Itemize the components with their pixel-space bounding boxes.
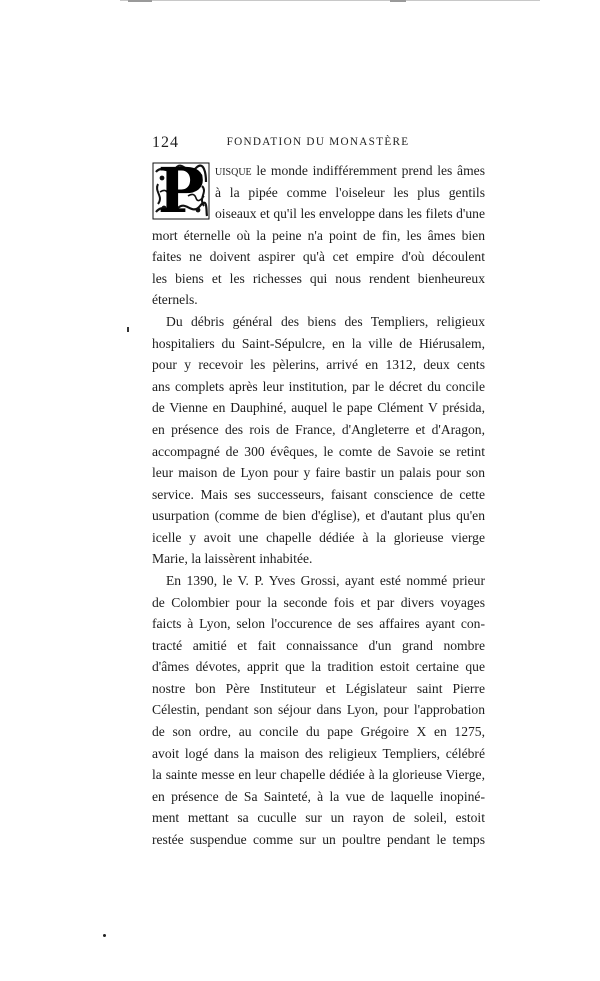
text-line: de Vienne en Dauphiné, auquel le pape Clément V présida, — [152, 400, 485, 416]
text-line: pour y recevoir les pèlerins, arrivé en 1312, deux cents — [152, 357, 485, 373]
dropcap-continuation: uisque — [215, 163, 252, 178]
text-line: restée suspendue comme sur un poultre pendant le temps — [152, 831, 485, 847]
text-line: à la pipée comme l'oiseleur les plus gentils — [215, 184, 485, 200]
scan-edge-mark — [120, 0, 540, 1]
text-line: hospitaliers du Saint-Sépulcre, en la ville de Hiérusalem, — [152, 335, 485, 351]
text-line: Marie, la laissèrent inhabitée. — [152, 551, 313, 567]
text-line: avoit logé dans la maison des religieux Templiers, célébré — [152, 745, 485, 761]
text-line: de Colombier pour la seconde fois et par divers voyages — [152, 594, 485, 610]
text-line: oiseaux et qu'il les enveloppe dans les filets d'une — [215, 206, 485, 222]
ornamental-dropcap — [152, 154, 210, 227]
margin-mark — [127, 327, 129, 332]
text-line: mort éternelle où la peine n'a point de fin, les âmes bien — [152, 227, 485, 243]
text-line: Célestin, pendant son séjour dans Lyon, pour l'approbation — [152, 702, 485, 718]
text-line: accompagné de 300 évêques, le comte de Savoie se retint — [152, 443, 485, 459]
dropcap-letter: P — [157, 154, 205, 227]
page-number: 124 — [152, 134, 179, 151]
text-line: ans complets après leur institution, par le décret du concile — [152, 378, 485, 394]
text-line: éternels. — [152, 292, 198, 308]
text-line: de son ordre, au concile du pape Grégoire X en 1275, — [152, 724, 485, 740]
text-line: ment mettant sa cuculle sur un rayon de soleil, estoit — [152, 810, 485, 826]
text-line: tracté amitié et fait connaissance d'un grand nombre — [152, 637, 485, 653]
body-text — [152, 154, 485, 851]
text-line: Du débris général des biens des Templiers, religieux — [166, 314, 485, 330]
text-line: d'âmes dévotes, apprit que la tradition estoit certaine que — [152, 659, 485, 675]
text-line: faicts à Lyon, selon l'occurence de ses affaires ayant con- — [152, 616, 485, 632]
text-line: leur maison de Lyon pour y faire bastir un palais pour son — [152, 465, 485, 481]
running-title: FONDATION DU MONASTÈRE — [226, 136, 410, 148]
text-line: usurpation (comme de bien d'église), et d'autant plus qu'en — [152, 508, 485, 524]
text-line: les biens et les richesses qui nous rendent bienheureux — [152, 270, 485, 286]
text-line: en présence des rois de France, d'Angleterre et d'Aragon, — [152, 421, 485, 437]
margin-mark — [103, 934, 106, 937]
text-line: En 1390, le V. P. Yves Grossi, ayant esté nommé prieur — [166, 572, 485, 588]
page-header — [152, 136, 484, 154]
text-line: nostre bon Père Instituteur et Législateur saint Pierre — [152, 680, 485, 696]
text-line: en présence de Sa Sainteté, à la vue de laquelle inopiné- — [152, 788, 485, 804]
text-line: la sainte messe en leur chapelle dédiée à la glorieuse Vierge, — [152, 767, 485, 783]
text-line: faites ne doivent aspirer qu'à cet empire d'où découlent — [152, 249, 485, 265]
text-line: service. Mais ses successeurs, faisant conscience de cette — [152, 486, 485, 502]
line-text: le monde indifféremment prend les âmes — [251, 163, 485, 178]
text-line: icelle y avoit une chapelle dédiée à la glorieuse vierge — [152, 529, 485, 545]
